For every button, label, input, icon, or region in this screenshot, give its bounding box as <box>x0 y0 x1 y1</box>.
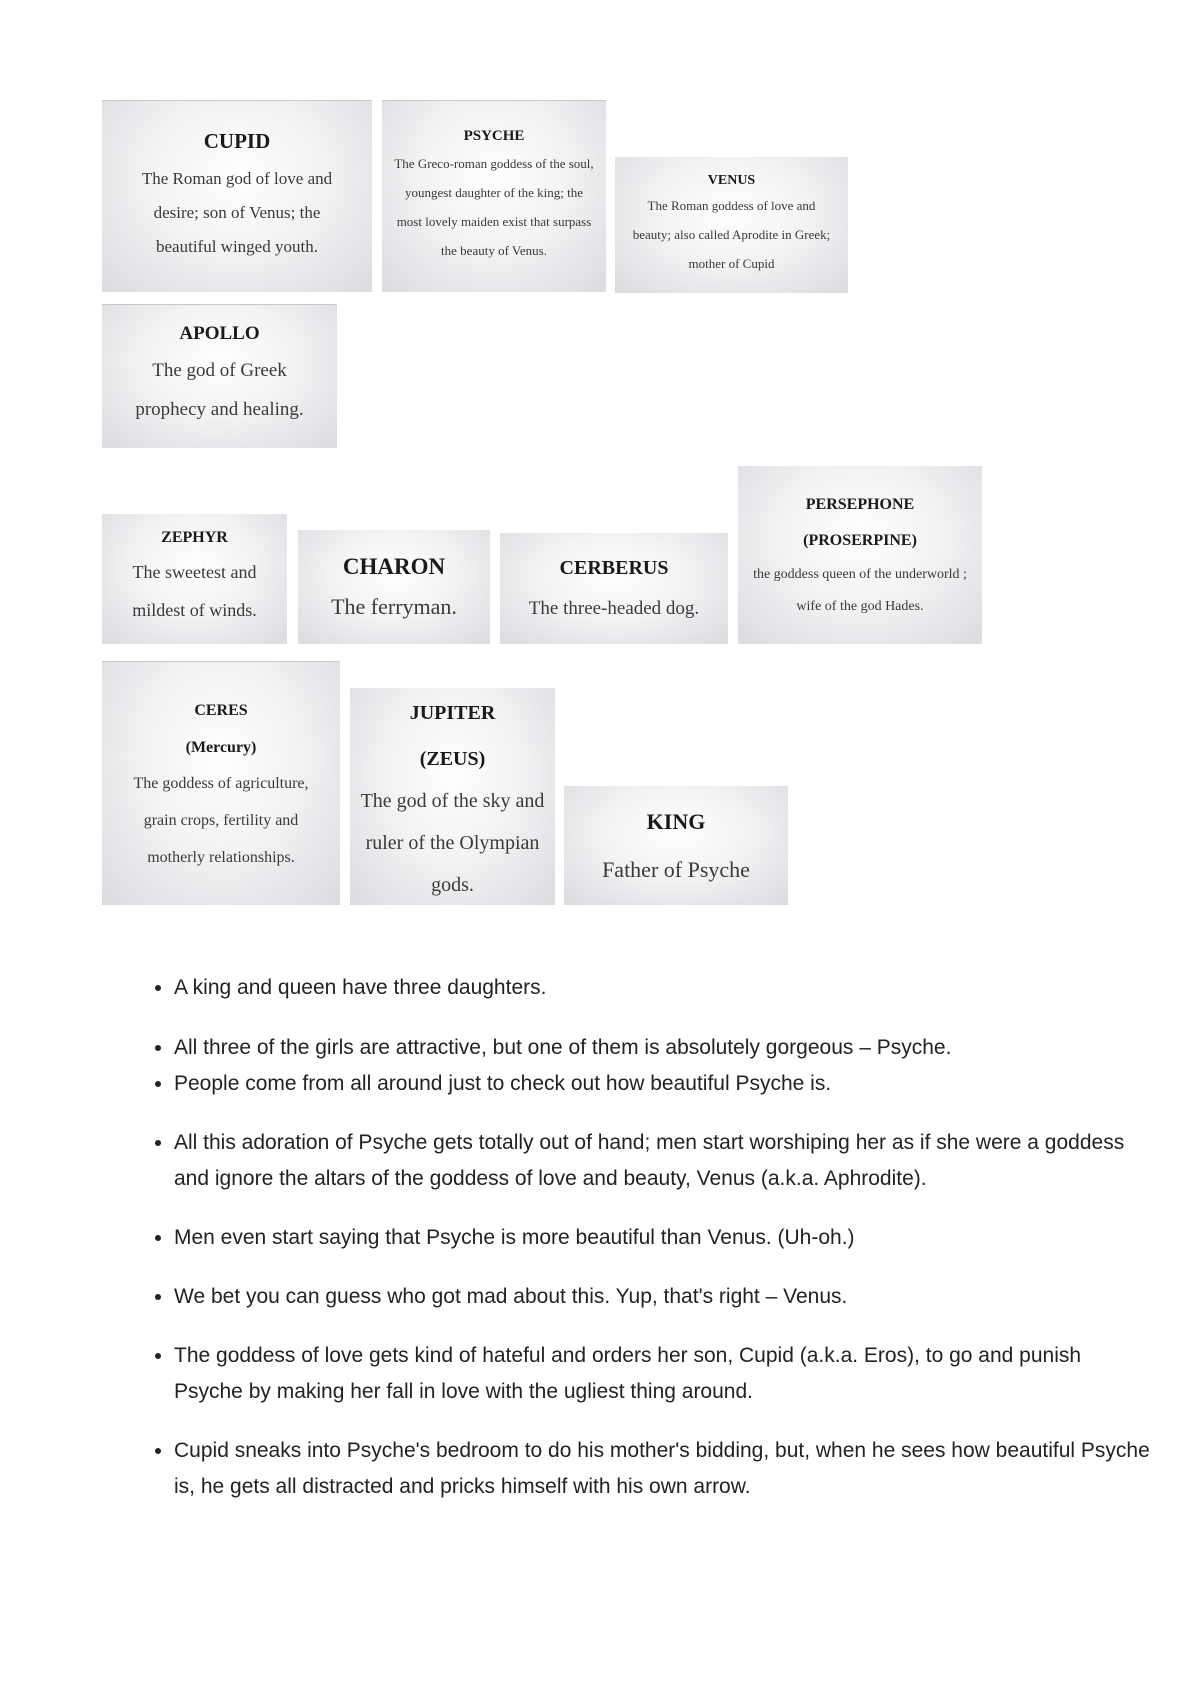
card-subtitle: (PROSERPINE) <box>803 532 917 549</box>
list-item: • All three of the girls are attractive, but one of them is absolutely gorgeous – Psyche. <box>174 1030 1154 1066</box>
card-charon <box>298 530 490 644</box>
card-description: The god of Greek prophecy and healing. <box>135 360 304 420</box>
list-item: • Men even start saying that Psyche is more beautiful than Venus. (Uh-oh.) <box>174 1220 1154 1256</box>
card-description: The sweetest and mildest of winds. <box>132 562 257 620</box>
card-ceres <box>102 661 340 905</box>
card-persephone <box>738 466 982 644</box>
card-king <box>564 786 788 905</box>
card-description: The goddess of agriculture, grain crops, fertility and motherly relationships. <box>133 774 309 866</box>
list-item: • A king and queen have three daughters. <box>174 970 1154 1006</box>
list-item: • We bet you can guess who got mad about this. Yup, that's right – Venus. <box>174 1279 1154 1315</box>
card-description: The ferryman. <box>331 594 457 619</box>
card-title: VENUS <box>707 172 756 188</box>
list-item: • People come from all around just to check out how beautiful Psyche is. <box>174 1066 1154 1102</box>
card-subtitle: (Mercury) <box>185 738 257 756</box>
card-title: CUPID <box>203 128 271 153</box>
card-psyche <box>382 100 606 292</box>
card-title: PERSEPHONE <box>805 496 915 513</box>
list-item: • Cupid sneaks into Psyche's bedroom to do his mother's bidding, but, when he sees how beautiful Psyche is, he gets all distracted and pricks himself with his own arrow. <box>174 1433 1154 1505</box>
card-title: JUPITER <box>409 701 496 724</box>
list-item: • The goddess of love gets kind of hateful and orders her son, Cupid (a.k.a. Eros), to go and punish Psyche by making her fall in love with the ugliest thing around. <box>174 1338 1154 1410</box>
card-description: the goddess queen of the underworld ; wife of the god Hades. <box>753 567 967 614</box>
card-zephyr <box>102 514 287 644</box>
card-title: KING <box>646 808 706 834</box>
card-description: The three-headed dog. <box>528 598 700 619</box>
card-description: The Roman goddess of love and beauty; also called Aprodite in Greek; mother of Cupid <box>632 197 831 271</box>
card-title: ZEPHYR <box>161 529 228 546</box>
card-title: PSYCHE <box>463 127 525 144</box>
story-bullet-list <box>118 970 1154 1505</box>
card-cerberus <box>500 533 728 644</box>
card-description: The god of the sky and ruler of the Olympian gods. <box>360 789 545 896</box>
card-apollo <box>102 304 337 448</box>
card-title: CERBERUS <box>559 557 669 579</box>
card-title: CHARON <box>342 554 446 579</box>
card-description: Father of Psyche <box>602 856 750 882</box>
card-venus <box>615 157 848 293</box>
card-description: The Roman god of love and desire; son of Venus; the beautiful winged youth. <box>141 168 333 256</box>
card-title: CERES <box>194 701 248 719</box>
card-title: APOLLO <box>179 323 260 344</box>
card-jupiter <box>350 688 555 905</box>
card-description: The Greco-roman goddess of the soul, youngest daughter of the king; the most lovely maiden exist that surpass the beauty of Venus. <box>394 155 594 258</box>
card-cupid <box>102 100 372 292</box>
card-subtitle: (ZEUS) <box>419 747 486 770</box>
list-item: • All this adoration of Psyche gets totally out of hand; men start worshiping her as if she were a goddess and ignore the altars of the goddess of love and beauty, Venus (a.k.a. Aphrodite). <box>174 1125 1154 1197</box>
